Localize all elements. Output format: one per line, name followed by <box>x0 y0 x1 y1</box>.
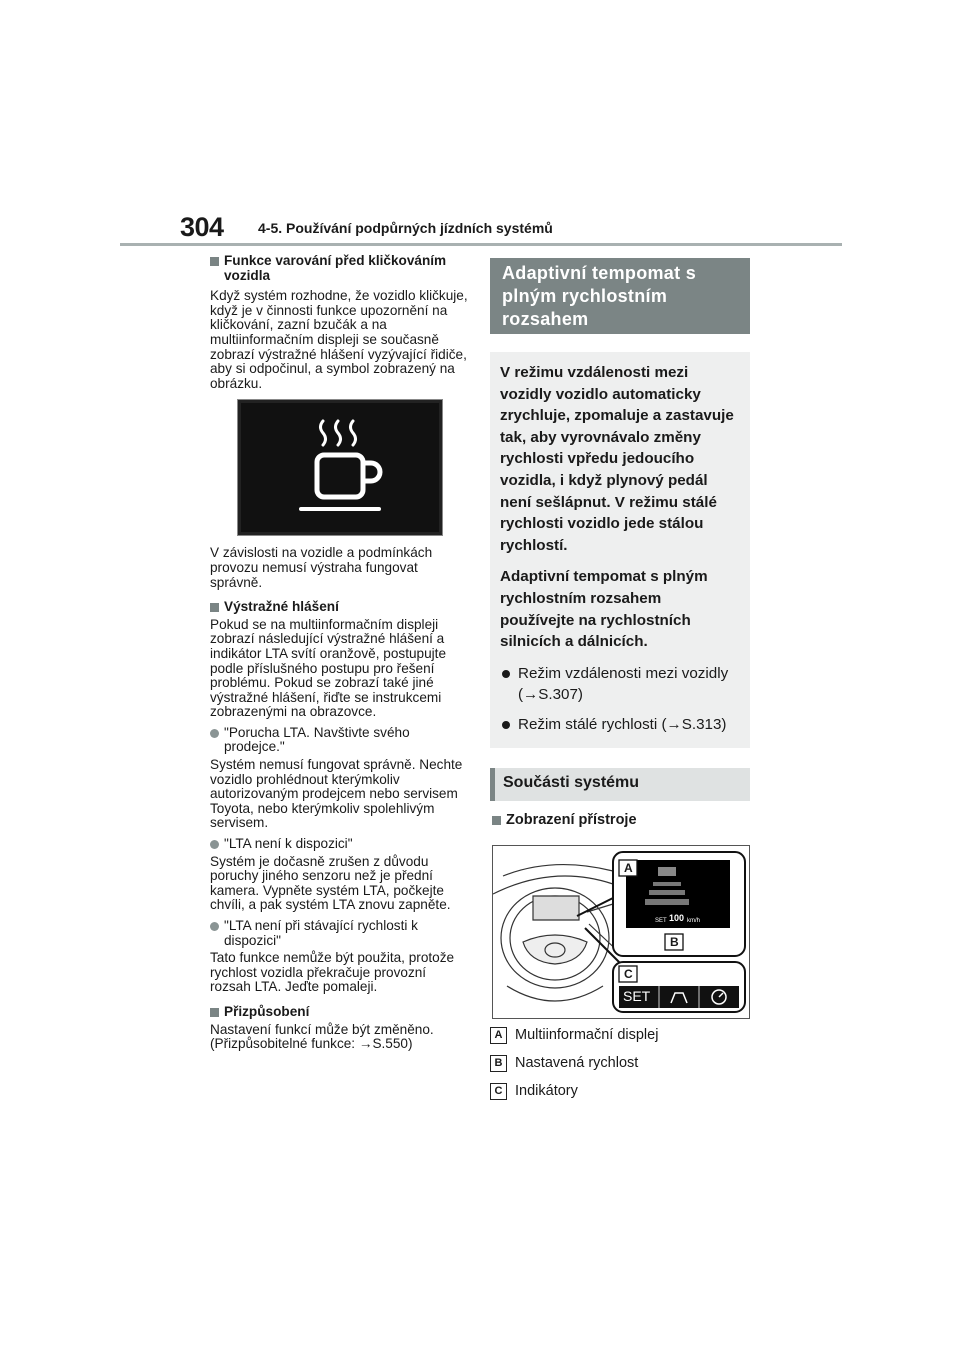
customization-text: Nastavení funkcí může být změněno. (Přizpůsobitelné funkce: →S.550) <box>210 1021 434 1052</box>
acc-intro-box <box>490 352 750 748</box>
warning-message-text: Pokud se na multiinformačním displeji zobrazí následující výstražné hlášení a indikátor LTA svítí oranžově, postupujte podle příslušného postupu pro řešení problému. Pokud se zobrazí také jiné výstražné hlášení, řiďte se instrukcemi zobrazenými na obrazovce. <box>210 616 447 720</box>
section-title-warning-message: Výstražné hlášení <box>210 600 468 615</box>
figure-legend <box>490 1027 750 1100</box>
display-speed-unit: km/h <box>687 918 701 925</box>
message-title-lta-speed: "LTA není při stávající rychlosti k dispozici" <box>210 919 468 948</box>
coffee-cup-figure <box>237 399 443 536</box>
legend-item <box>490 1055 750 1072</box>
legend-key: A <box>490 1027 507 1044</box>
section-banner-acc: Adaptivní tempomat s plným rychlostním rozsahem <box>490 258 750 334</box>
message-title-lta-malfunction: "Porucha LTA. Navštivte svého prodejce." <box>210 726 468 755</box>
section-title-sway-warning: Funkce varování před kličkováním vozidla <box>210 254 468 283</box>
callout-label-c: C <box>624 967 633 982</box>
legend-key: C <box>490 1083 507 1100</box>
sway-warning-note: V závislosti na vozidle a podmínkách provozu nemusí výstraha fungovat správně. <box>210 545 433 590</box>
right-column <box>490 258 750 1111</box>
coffee-cup-icon <box>241 403 439 532</box>
section-title-customization: Přizpůsobení <box>210 1005 468 1020</box>
steering-wheel-illustration <box>493 846 749 1018</box>
subsection-banner-components: Součásti systému <box>490 768 750 801</box>
chapter-title: 4-5. Používání podpůrných jízdních systémů <box>258 220 553 236</box>
acc-intro-paragraph-2: Adaptivní tempomat s plným rychlostním rozsahem používejte na rychlostních silnicích a dálnicích. <box>500 568 708 651</box>
acc-intro-paragraph-1: V režimu vzdálenosti mezi vozidly vozidlo automaticky zrychluje, zpomaluje a zastavuje tak, aby vyrovnávalo změny rychlosti vpředu jedoucího vozidla, i když plynový pedál není sešlápnut. V režimu stálé rychlosti vozidlo jede stálou rychlostí. <box>500 364 734 554</box>
bullet-distance-mode: Režim vzdálenosti mezi vozidly (→S.307) <box>500 663 736 706</box>
set-indicator-icon: SET <box>623 988 651 1005</box>
message-text-lta-speed: Tato funkce nemůže být použita, protože rychlost vozidla překračuje provozní rozsah LTA. Jeďte pomaleji. <box>210 950 455 995</box>
page-number: 304 <box>180 212 224 242</box>
display-set-label: SET <box>655 918 667 925</box>
callout-label-a: A <box>624 861 633 876</box>
legend-text: Nastavená rychlost <box>515 1055 639 1072</box>
sway-warning-text: Když systém rozhodne, že vozidlo kličkuje, když je v činnosti funkce upozornění na kličkování, zazní bzučák a na multiinformačním displeji se současně zobrazí výstražné hlášení vyzývající řidiče, aby si odpočinul, a symbol zobrazený na obrázku. <box>210 288 468 391</box>
legend-item <box>490 1083 750 1100</box>
display-section-title: Zobrazení přístroje <box>490 813 750 828</box>
legend-item <box>490 1027 750 1044</box>
message-text-lta-unavailable: Systém je dočasně zrušen z důvodu poruchy jiného senzoru než je přední kamera. Vypněte systém LTA, počkejte chvíli, a pak systém LTA znovu zapněte. <box>210 853 451 913</box>
display-speed-value: 100 <box>669 913 685 924</box>
header-rule <box>120 243 842 246</box>
message-text-lta-malfunction: Systém nemusí fungovat správně. Nechte vozidlo prohlédnout kterýmkoliv autorizovaným prodejcem nebo servisem Toyota, nebo kterýmkoliv spolehlivým servisem. <box>210 757 463 831</box>
callout-label-b: B <box>670 935 679 950</box>
legend-text: Multiinformační displej <box>515 1027 659 1044</box>
message-title-lta-unavailable: "LTA není k dispozici" <box>210 837 468 852</box>
bullet-constant-speed-mode: Režim stálé rychlosti (→S.313) <box>500 714 736 736</box>
legend-key: B <box>490 1055 507 1072</box>
left-column <box>210 254 468 1052</box>
instrument-cluster-figure <box>492 845 750 1019</box>
legend-text: Indikátory <box>515 1083 578 1100</box>
